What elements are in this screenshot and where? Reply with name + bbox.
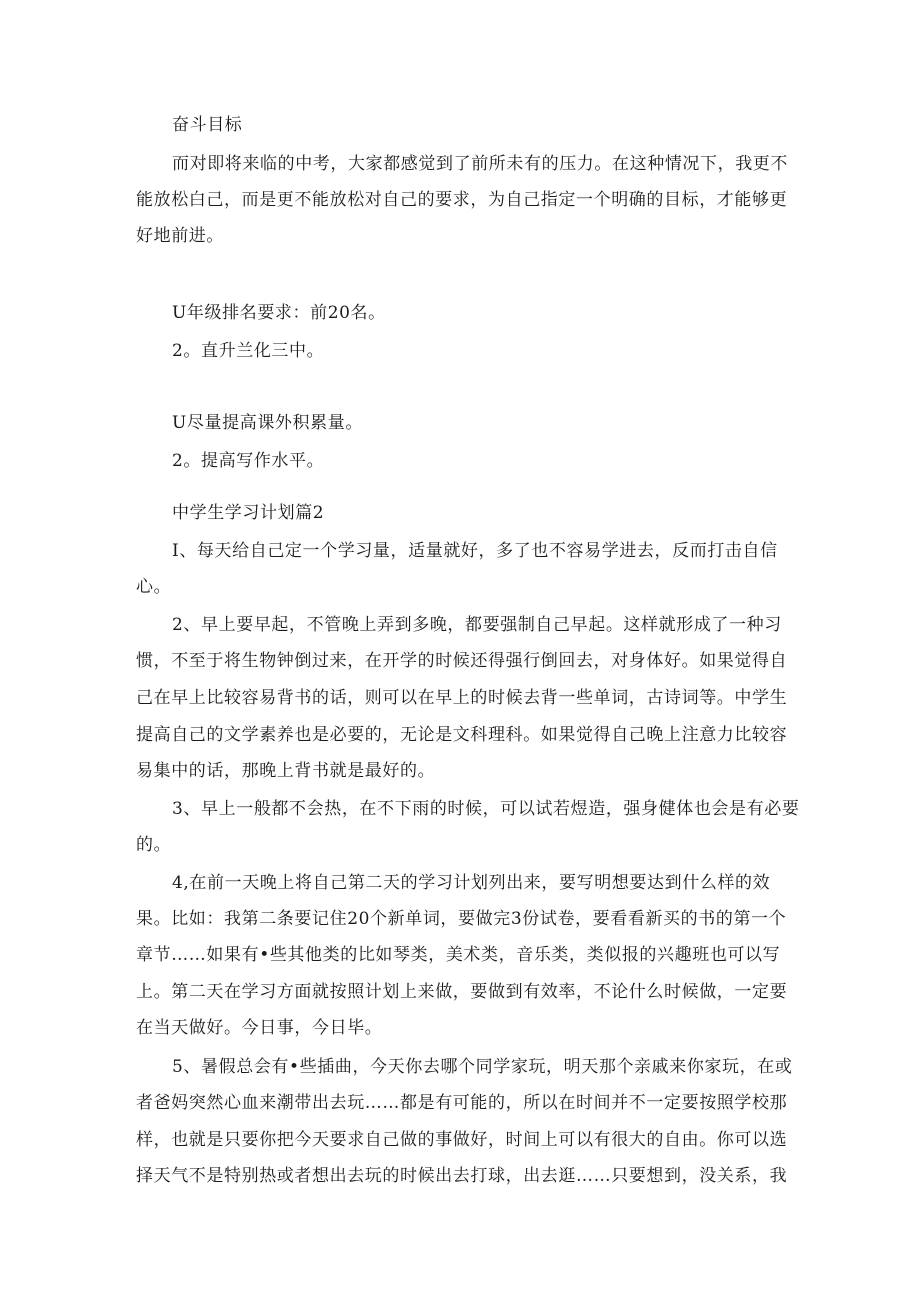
section-heading-plan: 中学生学习计划篇2 <box>172 503 325 523</box>
plan-item-line: 在当天做好。今日事，今日毕。 <box>136 1018 383 1038</box>
goal-item: U尽量提高课外积累量。 <box>172 413 363 433</box>
plan-item-line: 己在早上比较容易背书的话，则可以在早上的时候去背一些单词，古诗词等。中学生 <box>136 688 788 708</box>
plan-item-line: 章节……如果有•些其他类的比如琴类，美术类，音乐类，类似报的兴趣班也可以写 <box>136 945 781 965</box>
goal-item: 2。提高写作水平。 <box>172 451 325 471</box>
plan-item-line: 者爸妈突然心血来潮带出去玩……都是有可能的，所以在时间并不一定要按照学校那 <box>136 1093 788 1113</box>
plan-item-line: I、每天给自己定一个学习量，适量就好，多了也不容易学进去，反而打击自信 <box>172 541 778 561</box>
goal-item: U年级排名要求：前20名。 <box>172 303 386 323</box>
section-heading-goals: 奋斗目标 <box>172 115 243 135</box>
plan-item-line: 易集中的话，那晚上背书就是最好的。 <box>136 761 436 781</box>
plan-item-line: 4,在前一天晚上将自己第二天的学习计划列出来，要写明想要达到什么样的效 <box>172 873 771 893</box>
goal-item: 2。直升兰化三中。 <box>172 341 325 361</box>
plan-item-line: 的。 <box>136 835 172 855</box>
plan-item-line: 5、暑假总会有•些插曲，今天你去哪个同学家玩，明天那个亲戚来你家玩，在或 <box>172 1057 793 1077</box>
plan-item-line: 2、早上要早起，不管晚上弄到多晚，都要强制自己早起。这样就形成了一种习 <box>172 615 782 635</box>
plan-item-line: 心。 <box>136 577 172 597</box>
plan-item-line: 3、早上一般都不会热，在不下雨的时候，可以试若煜造，强身健体也会是有必要 <box>172 799 800 819</box>
plan-item-line: 样，也就是只要你把今天要求自己做的事做好，时间上可以有很大的自由。你可以选 <box>136 1130 788 1150</box>
paragraph-line: 能放松白己，而是更不能放松对自己的要求，为自己指定一个明确的目标，才能够更 <box>136 190 788 210</box>
plan-item-line: 提高自己的文学素养也是必要的，无论是文科理科。如果觉得自己晚上注意力比较容 <box>136 725 788 745</box>
plan-item-line: 果。比如：我第二条要记住20个新单词，要做完3份试卷，要看看新买的书的第一个 <box>136 909 787 929</box>
plan-item-line: 择天气不是特别热或者想出去玩的时候出去打球，出去逛……只要想到，没关系，我 <box>136 1166 788 1186</box>
plan-item-line: 惯，不至于将生物钟倒过来，在开学的时候还得强行倒回去，对身体好。如果觉得自 <box>136 651 788 671</box>
plan-item-line: 上。第二天在学习方面就按照计划上来做，要做到有效率，不论什么时候做，一定要 <box>136 982 788 1002</box>
paragraph-line: 而对即将来临的中考，大家都感觉到了前所未有的压力。在这种情况下，我更不 <box>172 154 788 174</box>
paragraph-line: 好地前进。 <box>136 226 224 246</box>
